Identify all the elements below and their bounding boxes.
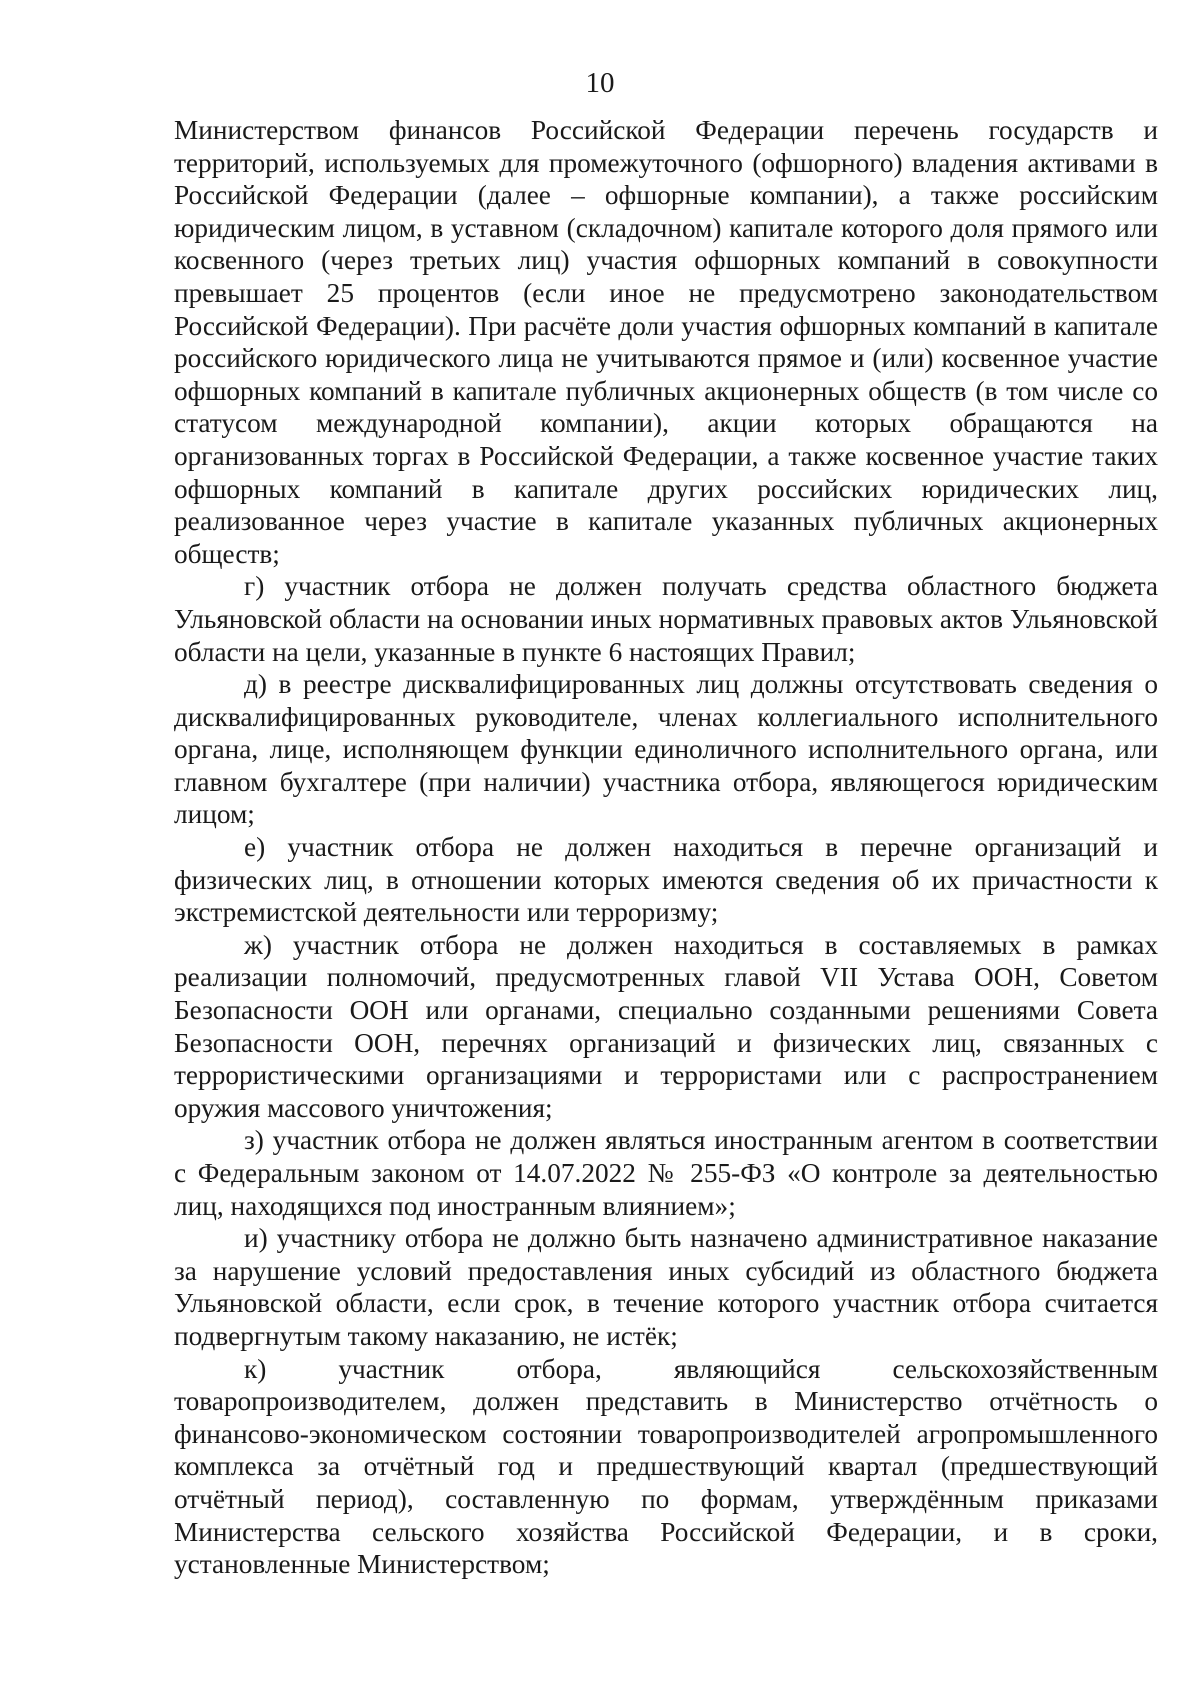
paragraph-item-g: г) участник отбора не должен получать средства областного бюджета Ульяновской области на основании иных нормативных правовых актов Ульяновской области на цели, указанные в пункте 6 настоящих Правил; bbox=[174, 571, 1158, 667]
paragraph-continuation: Министерством финансов Российской Федерации перечень государств и территорий, используемых для промежуточного (офшорного) владения активами в Российской Федерации (далее – офшорные компании), а также российским юридическим лицом, в уставном (складочном) капитале которого доля прямого или косвенного (через третьих лиц) участия офшорных компаний в совокупности превышает 25 процентов (если иное не предусмотрено законодательством Российской Федерации). При расчёте доли участия офшорных компаний в капитале российского юридического лица не учитываются прямое и (или) косвенное участие офшорных компаний в капитале публичных акционерных обществ (в том числе со статусом международной компании), акции которых обращаются на организованных торгах в Российской Федерации, а также косвенное участие таких офшорных компаний в капитале других российских юридических лиц, реализованное через участие в капитале указанных публичных акционерных обществ; bbox=[174, 115, 1158, 569]
page-number: 10 bbox=[585, 67, 615, 99]
paragraph-item-e: е) участник отбора не должен находиться в перечне организаций и физических лиц, в отношении которых имеются сведения об их причастности к экстремистской деятельности или терроризму; bbox=[174, 832, 1158, 928]
paragraph-item-zh: ж) участник отбора не должен находиться в составляемых в рамках реализации полномочий, предусмотренных главой VII Устава ООН, Советом Безопасности ООН или органами, специально созданными решениями Совета Безопасности ООН, перечнях организаций и физических лиц, связанных с террористическими организациями и террористами или с распространением оружия массового уничтожения; bbox=[174, 929, 1158, 1123]
paragraph-item-z: з) участник отбора не должен являться иностранным агентом в соответствии с Федеральным законом от 14.07.2022 № 255-ФЗ «О контроле за деятельностью лиц, находящихся под иностранным влиянием»; bbox=[174, 1125, 1158, 1221]
document-body bbox=[174, 114, 1158, 1581]
paragraph-item-d: д) в реестре дисквалифицированных лиц должны отсутствовать сведения о дисквалифицированных руководителе, членах коллегиального исполнительного органа, лице, исполняющем функции единоличного исполнительного органа, или главном бухгалтере (при наличии) участника отбора, являющегося юридическим лицом; bbox=[174, 669, 1158, 830]
paragraph-item-i: и) участнику отбора не должно быть назначено административное наказание за нарушение условий предоставления иных субсидий из областного бюджета Ульяновской области, если срок, в течение которого участник отбора считается подвергнутым такому наказанию, не истёк; bbox=[174, 1223, 1158, 1351]
paragraph-item-k: к) участник отбора, являющийся сельскохозяйственным товаропроизводителем, должен представить в Министерство отчётность о финансово-экономическом состоянии товаропроизводителей агропромышленного комплекса за отчётный год и предшествующий квартал (предшествующий отчётный период), составленную по формам, утверждённым приказами Министерства сельского хозяйства Российской Федерации, и в сроки, установленные Министерством; bbox=[174, 1353, 1158, 1580]
